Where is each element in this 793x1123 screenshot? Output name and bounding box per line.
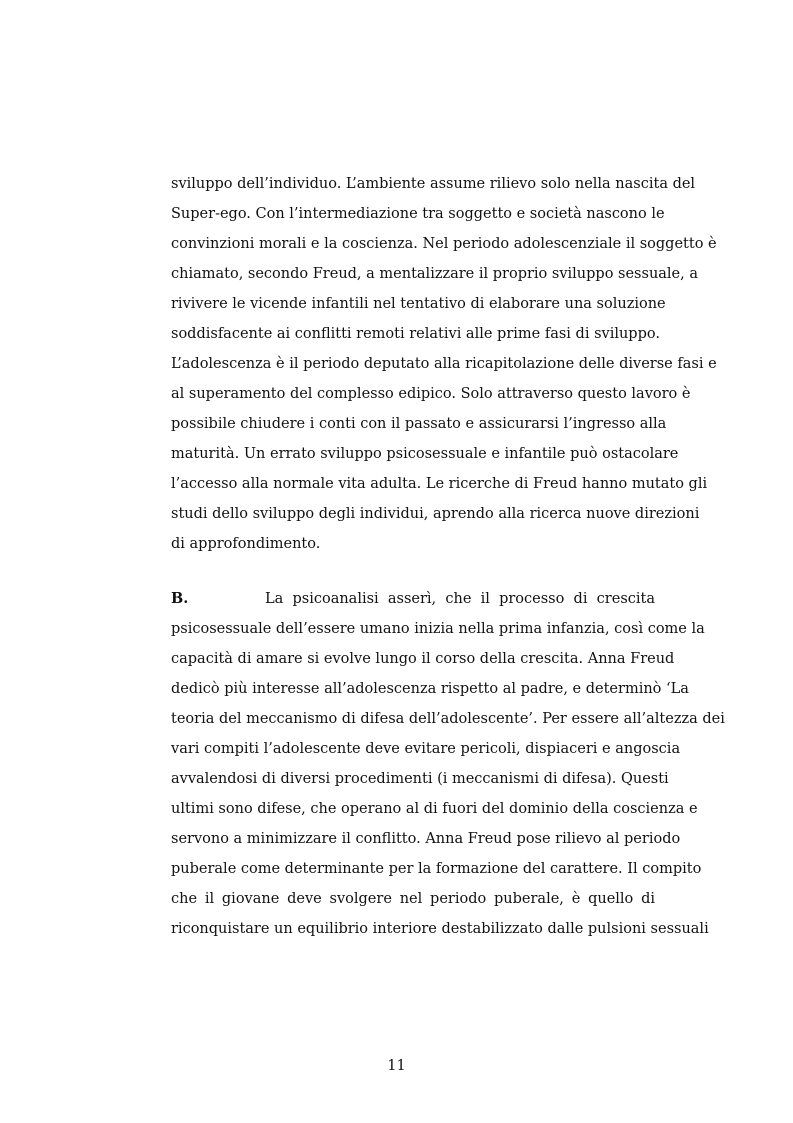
text-line-last: di approfondimento. bbox=[171, 536, 321, 552]
text-line: studi dello sviluppo degli individui, aprendo alla ricerca nuove direzioni bbox=[171, 506, 700, 522]
paragraph-b-first-line bbox=[171, 584, 655, 614]
text-line: puberale come determinante per la formazione del carattere. Il compito bbox=[171, 861, 702, 877]
text-line: L’adolescenza è il periodo deputato alla ricapitolazione delle diverse fasi e bbox=[171, 356, 717, 372]
text-line: teoria del meccanismo di difesa dell’adolescente’. Per essere all’altezza dei bbox=[171, 711, 725, 727]
page-number: 11 bbox=[387, 1058, 406, 1074]
text-line: maturità. Un errato sviluppo psicosessuale e infantile può ostacolare bbox=[171, 446, 679, 462]
text-line: convinzioni morali e la coscienza. Nel periodo adolescenziale il soggetto è bbox=[171, 236, 717, 252]
text-line: dedicò più interesse all’adolescenza rispetto al padre, e determinò ‘La bbox=[171, 681, 689, 697]
text-line: riconquistare un equilibrio interiore destabilizzato dalle pulsioni sessuali bbox=[171, 921, 709, 937]
text-line: La psicoanalisi asserì, che il processo di crescita bbox=[265, 591, 655, 607]
paragraph-a bbox=[171, 169, 717, 559]
text-line: chiamato, secondo Freud, a mentalizzare il proprio sviluppo sessuale, a bbox=[171, 266, 699, 282]
section-label: B. bbox=[171, 590, 189, 607]
paragraph-b bbox=[171, 584, 725, 944]
text-line: psicosessuale dell’essere umano inizia nella prima infanzia, così come la bbox=[171, 621, 705, 637]
text-line: capacità di amare si evolve lungo il corso della crescita. Anna Freud bbox=[171, 651, 675, 667]
text-line: sviluppo dell’individuo. L’ambiente assume rilievo solo nella nascita del bbox=[171, 176, 696, 192]
text-line: l’accesso alla normale vita adulta. Le ricerche di Freud hanno mutato gli bbox=[171, 476, 708, 492]
text-line: vari compiti l’adolescente deve evitare pericoli, dispiaceri e angoscia bbox=[171, 741, 681, 757]
text-line: Super-ego. Con l’intermediazione tra soggetto e società nascono le bbox=[171, 206, 665, 222]
text-line: avvalendosi di diversi procedimenti (i meccanismi di difesa). Questi bbox=[171, 771, 669, 787]
text-line: servono a minimizzare il conflitto. Anna Freud pose rilievo al periodo bbox=[171, 831, 681, 847]
text-line: che il giovane deve svolgere nel periodo puberale, è quello di bbox=[171, 891, 655, 907]
text-line: rivivere le vicende infantili nel tentativo di elaborare una soluzione bbox=[171, 296, 666, 312]
text-line: ultimi sono difese, che operano al di fuori del dominio della coscienza e bbox=[171, 801, 698, 817]
text-line: soddisfacente ai conflitti remoti relativi alle prime fasi di sviluppo. bbox=[171, 326, 660, 342]
text-line: possibile chiudere i conti con il passato e assicurarsi l’ingresso alla bbox=[171, 416, 667, 432]
text-line: al superamento del complesso edipico. Solo attraverso questo lavoro è bbox=[171, 386, 691, 402]
